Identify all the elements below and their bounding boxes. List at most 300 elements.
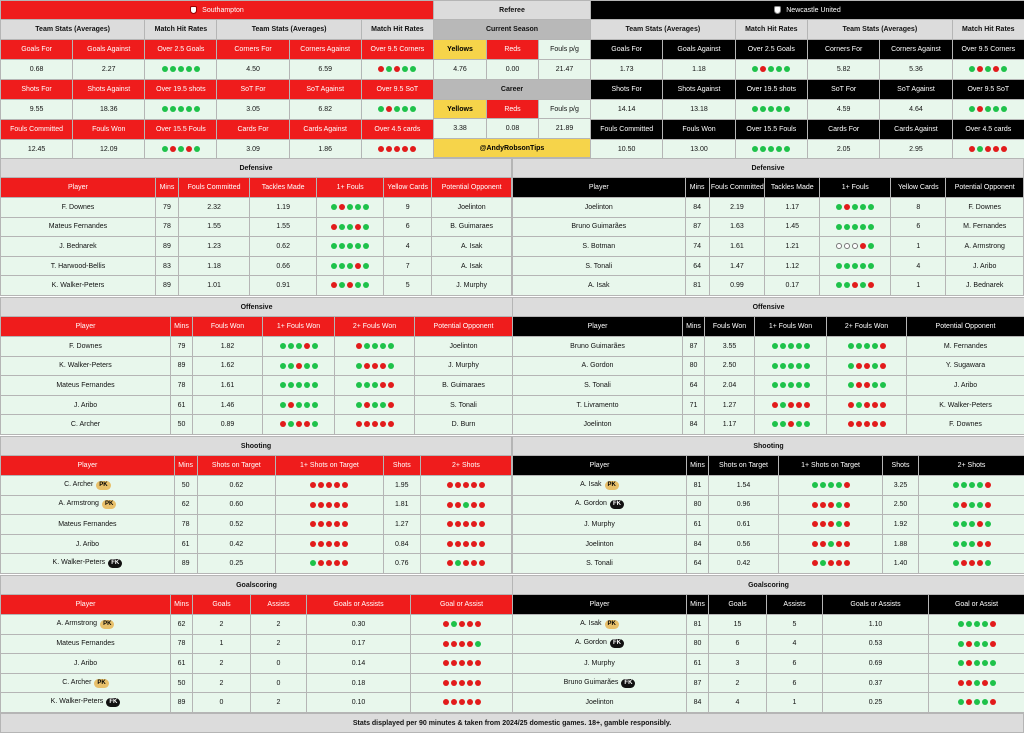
- player-name: A. Isak: [580, 619, 602, 627]
- miss-dot-icon: [966, 699, 972, 705]
- column-header: 1+ Fouls Won: [755, 317, 827, 337]
- miss-dot-icon: [463, 541, 469, 547]
- miss-dot-icon: [304, 343, 310, 349]
- player-name: Mateus Fernandes: [48, 223, 108, 231]
- hit-dot-icon: [953, 560, 959, 566]
- stat-value: 0.76: [383, 554, 420, 574]
- stat-value: 1.18: [663, 60, 735, 80]
- away-section-title: Shooting: [513, 437, 1024, 456]
- miss-dot-icon: [475, 660, 481, 666]
- hit-dot-icon: [363, 263, 369, 269]
- stat-value: 1.17: [765, 198, 820, 218]
- player-name-cell: [1, 534, 175, 554]
- hit-dot-icon: [969, 502, 975, 508]
- stat-value-row: [591, 140, 1024, 160]
- player-name-cell: [513, 376, 683, 396]
- miss-dot-icon: [451, 660, 457, 666]
- hit-dot-icon: [796, 421, 802, 427]
- column-header: Tackles Made: [250, 178, 317, 198]
- stat-label: Goals For: [591, 40, 663, 60]
- hit-dot-icon: [288, 382, 294, 388]
- hit-dot-icon: [990, 680, 996, 686]
- miss-dot-icon: [993, 66, 999, 72]
- hit-rate-cell: [411, 615, 513, 635]
- hit-rate-cell: [317, 237, 384, 257]
- stat-value: 1.21: [765, 237, 820, 257]
- column-header: Player: [1, 595, 171, 615]
- hit-rate-cell: [263, 376, 335, 396]
- stat-value: B. Guimaraes: [432, 217, 512, 237]
- player-row: [513, 515, 1024, 535]
- miss-dot-icon: [872, 421, 878, 427]
- column-header: Goals: [709, 595, 767, 615]
- player-name-cell: [513, 615, 687, 635]
- miss-dot-icon: [475, 621, 481, 627]
- column-header: Goals or Assists: [823, 595, 929, 615]
- miss-dot-icon: [1001, 146, 1007, 152]
- player-name: Joelinton: [585, 699, 614, 707]
- hit-dot-icon: [372, 402, 378, 408]
- stat-label: Shots Against: [73, 80, 145, 100]
- miss-dot-icon: [447, 521, 453, 527]
- hit-dot-icon: [844, 224, 850, 230]
- hit-dot-icon: [953, 502, 959, 508]
- hit-rate-cell: [411, 673, 513, 693]
- miss-dot-icon: [443, 660, 449, 666]
- hit-rate-dots: [957, 660, 997, 667]
- miss-dot-icon: [479, 521, 485, 527]
- hit-rate-dots: [968, 146, 1008, 153]
- column-header: Player: [1, 317, 171, 337]
- stat-value: 2: [709, 673, 767, 693]
- hit-dot-icon: [170, 66, 176, 72]
- player-row: [513, 534, 1024, 554]
- hit-rate-cell: [779, 495, 883, 515]
- referee-row: [434, 119, 591, 139]
- column-header: Fouls Committed: [178, 178, 249, 198]
- column-header: 1+ Shots on Target: [779, 456, 883, 476]
- stat-value: 6: [767, 673, 823, 693]
- stat-value: 0.60: [197, 495, 276, 515]
- hit-dot-icon: [296, 343, 302, 349]
- hit-dot-icon: [856, 402, 862, 408]
- hit-dot-icon: [860, 263, 866, 269]
- miss-dot-icon: [820, 541, 826, 547]
- stat-label: SoT For: [217, 80, 289, 100]
- player-name-cell: [1, 693, 171, 713]
- hit-dot-icon: [372, 343, 378, 349]
- stat-value: 2.50: [705, 356, 755, 376]
- stat-label: Cards For: [807, 120, 879, 140]
- stat-value: J. Aribo: [907, 376, 1024, 396]
- player-name: A. Isak: [580, 480, 602, 488]
- stat-label: Corners For: [217, 40, 289, 60]
- stat-value: 0: [193, 693, 251, 713]
- stat-value: 80: [683, 356, 705, 376]
- miss-dot-icon: [820, 521, 826, 527]
- player-name-cell: [513, 673, 687, 693]
- hit-dot-icon: [768, 106, 774, 112]
- hit-rate-dots: [309, 521, 349, 528]
- miss-dot-icon: [820, 502, 826, 508]
- hit-dot-icon: [186, 106, 192, 112]
- stat-value: 4: [891, 256, 946, 276]
- miss-dot-icon: [339, 204, 345, 210]
- section-title-row: [1, 298, 513, 317]
- hit-dot-icon: [347, 204, 353, 210]
- player-name: A. Armstrong: [56, 619, 98, 627]
- miss-dot-icon: [479, 541, 485, 547]
- player-name-cell: [1, 515, 175, 535]
- hit-dot-icon: [804, 343, 810, 349]
- hit-dot-icon: [788, 363, 794, 369]
- miss-dot-icon: [459, 641, 465, 647]
- fouls-per-game-label: Fouls p/g: [539, 100, 591, 119]
- hit-rate-cell: [263, 356, 335, 376]
- hit-dot-icon: [1001, 66, 1007, 72]
- hit-rate-dots: [751, 66, 791, 73]
- hit-dot-icon: [356, 382, 362, 388]
- miss-dot-icon: [356, 421, 362, 427]
- player-name: S. Botman: [582, 242, 616, 250]
- miss-dot-icon: [280, 421, 286, 427]
- stat-value: 14.14: [591, 100, 663, 120]
- hit-rate-dots: [811, 541, 851, 548]
- hit-rate-dots: [330, 223, 370, 230]
- player-name: Mateus Fernandes: [56, 381, 115, 389]
- player-row: [1, 276, 512, 296]
- hit-rate-dots: [847, 402, 887, 409]
- miss-dot-icon: [828, 560, 834, 566]
- section-title-row: [1, 576, 513, 595]
- miss-dot-icon: [443, 699, 449, 705]
- stat-value: 0.68: [1, 60, 73, 80]
- hit-dot-icon: [982, 641, 988, 647]
- hit-rate-cell: [145, 140, 217, 160]
- hit-dot-icon: [974, 680, 980, 686]
- stat-value: 0.42: [197, 534, 276, 554]
- player-name-cell: [513, 476, 687, 496]
- stat-value: 80: [687, 495, 709, 515]
- miss-dot-icon: [310, 541, 316, 547]
- miss-dot-icon: [304, 421, 310, 427]
- referee-row: [434, 20, 591, 40]
- hit-dot-icon: [451, 621, 457, 627]
- miss-dot-icon: [844, 204, 850, 210]
- stat-value: 0.30: [307, 615, 411, 635]
- hit-dot-icon: [974, 621, 980, 627]
- stat-value: 84: [687, 693, 709, 713]
- hit-rate-cell: [779, 554, 883, 574]
- miss-dot-icon: [394, 66, 400, 72]
- stat-label: Shots For: [1, 80, 73, 100]
- player-row: [513, 495, 1024, 515]
- player-name-cell: [513, 256, 686, 276]
- player-row: [1, 337, 513, 357]
- yellows-label: Yellows: [434, 100, 487, 119]
- stat-value: 6: [891, 217, 946, 237]
- hit-rate-dots: [847, 382, 887, 389]
- stat-label-row: [1, 40, 434, 60]
- stat-value: 87: [687, 673, 709, 693]
- away-section-title: Goalscoring: [513, 576, 1024, 595]
- hit-rate-cell: [820, 276, 891, 296]
- miss-dot-icon: [993, 146, 999, 152]
- home-goalscoring-table: [0, 575, 512, 713]
- hit-rate-cell: [827, 376, 907, 396]
- hit-rate-cell: [317, 217, 384, 237]
- miss-dot-icon: [966, 680, 972, 686]
- player-name-cell: [513, 395, 683, 415]
- player-row: [1, 415, 513, 435]
- hit-dot-icon: [280, 363, 286, 369]
- hit-dot-icon: [772, 343, 778, 349]
- hit-rate-cell: [735, 60, 807, 80]
- stat-value: 2: [193, 615, 251, 635]
- player-row: [513, 615, 1024, 635]
- player-name: Bruno Guimarães: [571, 223, 627, 231]
- column-header: 1+ Fouls: [820, 178, 891, 198]
- stat-value: 89: [155, 276, 178, 296]
- section-header-row: [513, 595, 1024, 615]
- player-name: Bruno Guimarães: [563, 678, 619, 686]
- penalty-taker-badge: PK: [102, 500, 116, 509]
- stat-value: 0.53: [823, 634, 929, 654]
- stat-value: 1.10: [823, 615, 929, 635]
- miss-dot-icon: [372, 363, 378, 369]
- player-name-cell: [1, 673, 171, 693]
- miss-dot-icon: [447, 502, 453, 508]
- hit-rate-cell: [335, 376, 415, 396]
- header-match-hit-rates: Match Hit Rates: [145, 20, 217, 40]
- stat-label: Over 4.5 cards: [952, 120, 1024, 140]
- hit-dot-icon: [864, 343, 870, 349]
- player-row: [1, 198, 512, 218]
- hit-dot-icon: [347, 263, 353, 269]
- hit-dot-icon: [784, 106, 790, 112]
- hit-dot-icon: [312, 421, 318, 427]
- hit-dot-icon: [860, 204, 866, 210]
- hit-dot-icon: [380, 402, 386, 408]
- stat-value: 2.19: [709, 198, 764, 218]
- stat-value: 62: [174, 495, 197, 515]
- referee-current-value: 0.00: [487, 60, 539, 80]
- hit-dot-icon: [772, 421, 778, 427]
- miss-dot-icon: [961, 560, 967, 566]
- stat-value: 2: [251, 634, 307, 654]
- hit-rate-cell: [929, 634, 1024, 654]
- hit-rate-dots: [957, 621, 997, 628]
- stat-value: 5: [384, 276, 432, 296]
- stat-label: Over 2.5 Goals: [145, 40, 217, 60]
- section-header-row: [1, 317, 513, 337]
- free-kick-taker-badge: FK: [610, 500, 624, 509]
- hit-dot-icon: [982, 699, 988, 705]
- hit-dot-icon: [780, 402, 786, 408]
- stat-value: 1.92: [883, 515, 919, 535]
- stat-value: 3: [709, 654, 767, 674]
- miss-dot-icon: [479, 560, 485, 566]
- hit-rate-dots: [330, 204, 370, 211]
- hit-rate-cell: [735, 140, 807, 160]
- hit-rate-cell: [919, 495, 1024, 515]
- player-name-cell: [1, 476, 175, 496]
- hit-rate-dots: [771, 421, 811, 428]
- hit-dot-icon: [852, 204, 858, 210]
- player-row: [513, 693, 1024, 713]
- stat-value: 1.27: [383, 515, 420, 535]
- hit-dot-icon: [312, 382, 318, 388]
- hit-dot-icon: [880, 382, 886, 388]
- hit-dot-icon: [772, 382, 778, 388]
- stat-value: 64: [687, 554, 709, 574]
- miss-dot-icon: [856, 363, 862, 369]
- column-header: Mins: [687, 595, 709, 615]
- miss-dot-icon: [318, 541, 324, 547]
- reds-label: Reds: [487, 100, 539, 119]
- hit-rate-cell: [276, 476, 384, 496]
- hit-rate-dots: [446, 482, 486, 489]
- stat-value: 0.66: [250, 256, 317, 276]
- hit-dot-icon: [852, 263, 858, 269]
- stat-label: Over 9.5 Corners: [952, 40, 1024, 60]
- referee-career-value: 21.89: [539, 119, 591, 139]
- hit-dot-icon: [953, 521, 959, 527]
- miss-dot-icon: [467, 680, 473, 686]
- stat-value: 1.17: [705, 415, 755, 435]
- hit-dot-icon: [780, 363, 786, 369]
- section-title-row: [1, 437, 512, 456]
- miss-dot-icon: [318, 560, 324, 566]
- stat-value: 62: [171, 615, 193, 635]
- hit-dot-icon: [985, 521, 991, 527]
- player-name: C. Archer: [62, 678, 92, 686]
- stat-value: 89: [171, 356, 193, 376]
- miss-dot-icon: [310, 502, 316, 508]
- hit-dot-icon: [776, 146, 782, 152]
- hit-dot-icon: [836, 502, 842, 508]
- header-team-stats: Team Stats (Averages): [1, 20, 145, 40]
- miss-dot-icon: [334, 541, 340, 547]
- newcastle-crest-icon: [774, 6, 781, 14]
- hit-dot-icon: [304, 382, 310, 388]
- stat-value: 1.01: [178, 276, 249, 296]
- hit-dot-icon: [820, 482, 826, 488]
- player-name-cell: [513, 534, 687, 554]
- miss-dot-icon: [170, 146, 176, 152]
- hit-dot-icon: [848, 363, 854, 369]
- hit-rate-cell: [820, 198, 891, 218]
- stat-value: 9.55: [1, 100, 73, 120]
- no-data-dot-icon: [852, 243, 858, 249]
- stat-value: S. Tonali: [415, 395, 513, 415]
- stat-value: 0.18: [307, 673, 411, 693]
- miss-dot-icon: [880, 363, 886, 369]
- stat-value: 78: [155, 217, 178, 237]
- stat-value: 1.54: [709, 476, 779, 496]
- hit-dot-icon: [347, 243, 353, 249]
- hit-dot-icon: [331, 243, 337, 249]
- hit-dot-icon: [380, 343, 386, 349]
- hit-rate-cell: [411, 654, 513, 674]
- hit-rate-dots: [442, 699, 482, 706]
- miss-dot-icon: [447, 541, 453, 547]
- player-name-cell: [513, 654, 687, 674]
- miss-dot-icon: [463, 482, 469, 488]
- section-title-row: [513, 576, 1024, 595]
- career-label: Career: [434, 80, 591, 100]
- player-row: [513, 256, 1024, 276]
- miss-dot-icon: [331, 224, 337, 230]
- stat-label: Over 9.5 SoT: [952, 80, 1024, 100]
- miss-dot-icon: [334, 521, 340, 527]
- player-row: [1, 693, 513, 713]
- hit-dot-icon: [363, 224, 369, 230]
- stat-value: 3.05: [217, 100, 289, 120]
- miss-dot-icon: [342, 502, 348, 508]
- hit-dot-icon: [752, 146, 758, 152]
- hit-dot-icon: [363, 282, 369, 288]
- hit-dot-icon: [178, 146, 184, 152]
- hit-dot-icon: [339, 243, 345, 249]
- hit-rate-cell: [276, 515, 384, 535]
- stat-value: 80: [687, 634, 709, 654]
- hit-rate-dots: [279, 421, 319, 428]
- stat-value: 9: [384, 198, 432, 218]
- miss-dot-icon: [844, 502, 850, 508]
- hit-rate-dots: [446, 521, 486, 528]
- stat-value: 0: [251, 654, 307, 674]
- stat-value: 6.59: [289, 60, 361, 80]
- hit-dot-icon: [868, 204, 874, 210]
- yellows-label: Yellows: [434, 40, 487, 60]
- hit-dot-icon: [402, 66, 408, 72]
- hit-dot-icon: [776, 66, 782, 72]
- hit-rate-dots: [446, 501, 486, 508]
- column-header: Potential Opponent: [946, 178, 1024, 198]
- hit-dot-icon: [796, 382, 802, 388]
- miss-dot-icon: [288, 402, 294, 408]
- miss-dot-icon: [977, 541, 983, 547]
- hit-dot-icon: [296, 402, 302, 408]
- miss-dot-icon: [812, 521, 818, 527]
- column-header: Potential Opponent: [432, 178, 512, 198]
- miss-dot-icon: [372, 421, 378, 427]
- hit-dot-icon: [844, 263, 850, 269]
- stat-label: Fouls Won: [663, 120, 735, 140]
- column-header: Mins: [174, 456, 197, 476]
- hit-rate-cell: [420, 534, 511, 554]
- stat-value: 0.62: [197, 476, 276, 496]
- stat-value-row: [591, 60, 1024, 80]
- miss-dot-icon: [394, 146, 400, 152]
- referee-row: [434, 139, 591, 158]
- hit-rate-cell: [317, 198, 384, 218]
- footer-disclaimer: Stats displayed per 90 minutes & taken from 2024/25 domestic games. 18+, gamble responsibly.: [0, 713, 1024, 733]
- miss-dot-icon: [772, 402, 778, 408]
- hit-dot-icon: [768, 146, 774, 152]
- hit-dot-icon: [868, 243, 874, 249]
- player-name-cell: [1, 495, 175, 515]
- stat-value: 0.56: [709, 534, 779, 554]
- column-header: 1+ Fouls: [317, 178, 384, 198]
- stat-label-row: [591, 40, 1024, 60]
- hit-dot-icon: [312, 402, 318, 408]
- stat-value: 10.50: [591, 140, 663, 160]
- hit-dot-icon: [356, 363, 362, 369]
- header-match-hit-rates: Match Hit Rates: [952, 20, 1024, 40]
- stat-value: 1.47: [709, 256, 764, 276]
